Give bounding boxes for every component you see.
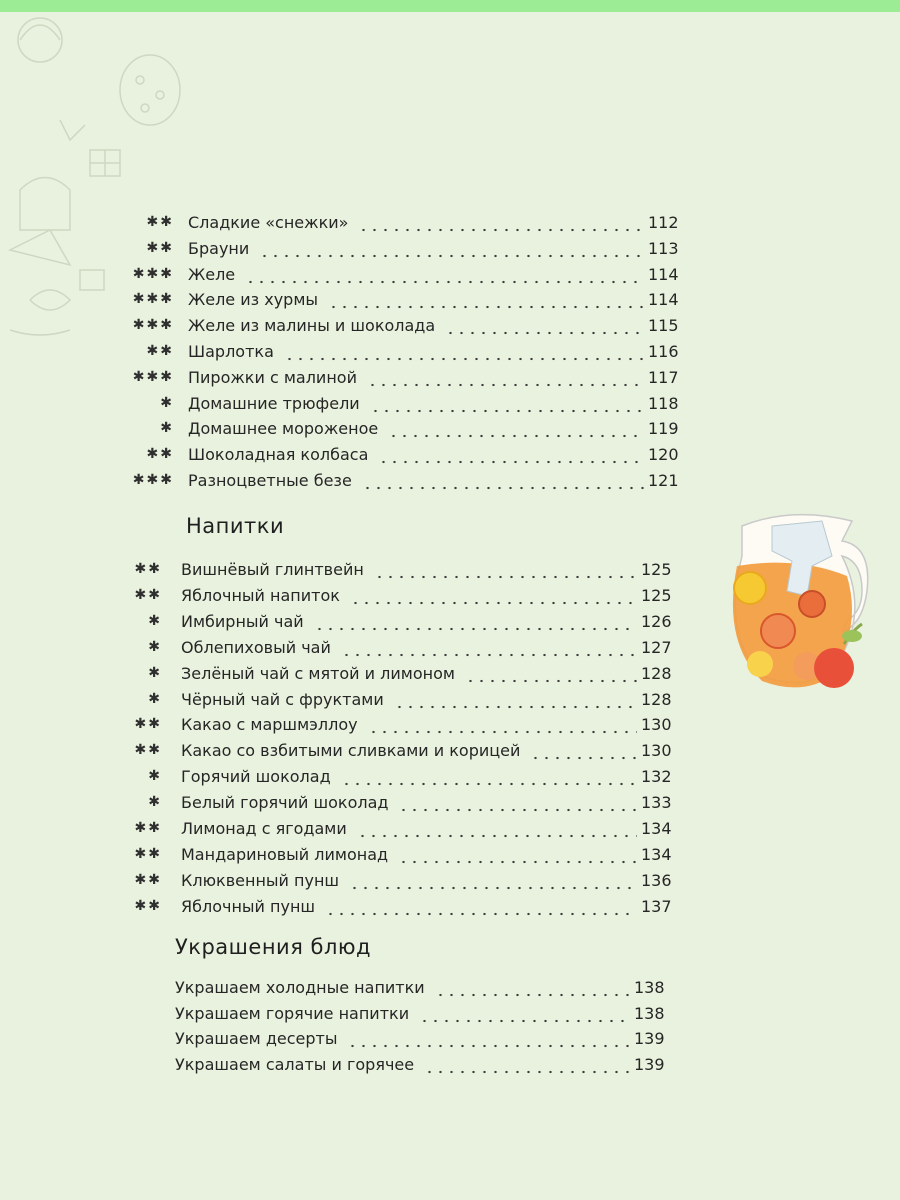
entry-title: Белый горячий шоколад bbox=[181, 793, 389, 813]
dot-leader bbox=[367, 370, 644, 388]
entry-title: Разноцветные безе bbox=[188, 471, 352, 490]
toc-entry bbox=[0, 739, 900, 765]
dot-leader bbox=[435, 980, 630, 998]
difficulty-stars: ✱ bbox=[148, 612, 162, 629]
dot-leader bbox=[325, 899, 637, 917]
entry-title: Лимонад с ягодами bbox=[181, 819, 347, 838]
page-number: 138 bbox=[634, 1003, 665, 1023]
difficulty-stars: ✱✱ bbox=[146, 239, 174, 256]
entry-title: Украшаем горячие напитки bbox=[175, 1003, 410, 1023]
toc-entry bbox=[0, 469, 900, 495]
dot-leader bbox=[370, 396, 644, 414]
page-number: 130 bbox=[641, 715, 672, 735]
dot-leader bbox=[341, 640, 637, 658]
juice-pitcher-illustration bbox=[712, 496, 892, 706]
entry-title: Брауни bbox=[188, 238, 250, 258]
section-heading-drinks: Напитки bbox=[186, 514, 285, 538]
dot-leader bbox=[394, 692, 637, 710]
page-number: 137 bbox=[641, 896, 672, 916]
page-number: 125 bbox=[641, 560, 672, 579]
entry-title: Имбирный чай bbox=[181, 611, 304, 631]
difficulty-stars: ✱✱ bbox=[134, 561, 162, 577]
toc-entry bbox=[0, 713, 900, 739]
page-number: 114 bbox=[648, 290, 679, 310]
dot-leader bbox=[398, 847, 637, 865]
toc-entry bbox=[0, 211, 900, 237]
dot-leader bbox=[368, 717, 637, 735]
entry-title: Желе bbox=[188, 264, 236, 284]
difficulty-stars: ✱ bbox=[148, 794, 162, 811]
difficulty-stars: ✱✱ bbox=[134, 742, 162, 759]
page-number: 128 bbox=[641, 689, 672, 709]
dot-leader bbox=[358, 215, 644, 233]
dot-leader bbox=[350, 588, 637, 606]
page-number: 119 bbox=[648, 419, 679, 439]
entry-title: Какао со взбитыми сливками и корицей bbox=[181, 741, 521, 761]
page-number: 126 bbox=[641, 611, 672, 631]
page-number: 113 bbox=[648, 238, 679, 258]
difficulty-stars: ✱✱✱ bbox=[132, 317, 174, 334]
dot-leader bbox=[378, 447, 644, 465]
page-number: 139 bbox=[634, 1029, 665, 1049]
dot-leader bbox=[245, 267, 644, 285]
page-number: 128 bbox=[641, 663, 672, 683]
entry-title: Украшаем холодные напитки bbox=[175, 978, 425, 997]
page-number: 134 bbox=[641, 819, 672, 838]
difficulty-stars: ✱ bbox=[148, 638, 162, 655]
entry-title: Зелёный чай с мятой и лимоном bbox=[181, 663, 455, 683]
toc-entry bbox=[0, 1027, 900, 1053]
entry-title: Домашние трюфели bbox=[188, 393, 360, 413]
entry-title: Какао с маршмэллоу bbox=[181, 715, 358, 735]
entry-title: Шарлотка bbox=[188, 342, 274, 361]
entry-title: Горячий шоколад bbox=[181, 767, 331, 787]
page-number: 138 bbox=[634, 978, 665, 997]
entry-title: Клюквенный пунш bbox=[181, 870, 340, 890]
entry-title: Украшаем десерты bbox=[175, 1029, 338, 1049]
dot-leader bbox=[349, 873, 637, 891]
toc-entry bbox=[0, 1053, 900, 1079]
toc-entry bbox=[0, 314, 900, 340]
toc-entry bbox=[0, 817, 900, 843]
toc-entry bbox=[0, 895, 900, 921]
dot-leader bbox=[347, 1031, 630, 1049]
entry-title: Яблочный напиток bbox=[181, 585, 340, 605]
difficulty-stars: ✱✱✱ bbox=[132, 472, 174, 488]
difficulty-stars: ✱✱ bbox=[146, 343, 174, 359]
entry-title: Домашнее мороженое bbox=[188, 419, 379, 439]
difficulty-stars: ✱✱ bbox=[134, 845, 162, 862]
page-number: 125 bbox=[641, 585, 672, 605]
entry-title: Сладкие «снежки» bbox=[188, 213, 349, 232]
page-number: 116 bbox=[648, 342, 679, 361]
difficulty-stars: ✱✱ bbox=[146, 446, 174, 463]
dot-leader bbox=[362, 473, 644, 491]
difficulty-stars: ✱ bbox=[160, 420, 174, 437]
page-number: 120 bbox=[648, 445, 679, 465]
entry-title: Вишнёвый глинтвейн bbox=[181, 560, 364, 579]
toc-entry bbox=[0, 765, 900, 791]
entry-title: Мандариновый лимонад bbox=[181, 844, 389, 864]
toc-entry bbox=[0, 392, 900, 418]
dot-leader bbox=[445, 318, 644, 336]
entry-title: Украшаем салаты и горячее bbox=[175, 1055, 415, 1075]
dot-leader bbox=[284, 344, 644, 362]
page-number: 112 bbox=[648, 213, 679, 232]
toc-entry bbox=[0, 443, 900, 469]
difficulty-stars: ✱ bbox=[160, 394, 174, 411]
dot-leader bbox=[388, 421, 644, 439]
page-number: 133 bbox=[641, 793, 672, 813]
toc-entry bbox=[0, 1002, 900, 1028]
page-number: 114 bbox=[648, 264, 679, 284]
toc-entry bbox=[0, 976, 900, 1002]
entry-title: Облепиховый чай bbox=[181, 637, 331, 657]
dot-leader bbox=[419, 1006, 630, 1024]
entry-title: Чёрный чай с фруктами bbox=[181, 689, 384, 709]
difficulty-stars: ✱✱ bbox=[134, 871, 162, 888]
toc-entry bbox=[0, 366, 900, 392]
toc-entry bbox=[0, 869, 900, 895]
toc-entry bbox=[0, 843, 900, 869]
dot-leader bbox=[374, 562, 637, 580]
dot-leader bbox=[314, 614, 637, 632]
dot-leader bbox=[530, 743, 637, 761]
dot-leader bbox=[424, 1057, 630, 1075]
difficulty-stars: ✱✱ bbox=[134, 897, 162, 914]
page-number: 121 bbox=[648, 471, 679, 490]
dot-leader bbox=[357, 821, 637, 839]
page-number: 130 bbox=[641, 741, 672, 761]
difficulty-stars: ✱ bbox=[148, 664, 162, 681]
difficulty-stars: ✱✱ bbox=[146, 214, 174, 230]
toc-entry bbox=[0, 340, 900, 366]
page-number: 115 bbox=[648, 316, 679, 336]
dot-leader bbox=[341, 769, 637, 787]
entry-title: Желе из хурмы bbox=[188, 290, 319, 310]
toc-entry bbox=[0, 288, 900, 314]
entry-title: Шоколадная колбаса bbox=[188, 445, 369, 465]
dot-leader bbox=[259, 241, 644, 259]
entry-title: Пирожки с малиной bbox=[188, 367, 357, 387]
entry-title: Яблочный пунш bbox=[181, 896, 316, 916]
page-number: 132 bbox=[641, 767, 672, 787]
toc-entry bbox=[0, 417, 900, 443]
difficulty-stars: ✱✱ bbox=[134, 586, 162, 603]
page-number: 117 bbox=[648, 367, 679, 387]
section-heading-decoration: Украшения блюд bbox=[175, 935, 372, 959]
page-number: 136 bbox=[641, 870, 672, 890]
difficulty-stars: ✱✱ bbox=[134, 716, 162, 733]
difficulty-stars: ✱ bbox=[148, 768, 162, 785]
page-number: 127 bbox=[641, 637, 672, 657]
dot-leader bbox=[465, 666, 637, 684]
toc-entry bbox=[0, 791, 900, 817]
difficulty-stars: ✱ bbox=[148, 690, 162, 707]
dot-leader bbox=[398, 795, 637, 813]
page-number: 118 bbox=[648, 393, 679, 413]
page-number: 134 bbox=[641, 844, 672, 864]
page-number: 139 bbox=[634, 1055, 665, 1075]
difficulty-stars: ✱✱✱ bbox=[132, 265, 174, 282]
difficulty-stars: ✱✱ bbox=[134, 820, 162, 836]
toc-entry bbox=[0, 237, 900, 263]
difficulty-stars: ✱✱✱ bbox=[132, 368, 174, 385]
difficulty-stars: ✱✱✱ bbox=[132, 291, 174, 308]
dot-leader bbox=[328, 292, 644, 310]
entry-title: Желе из малины и шоколада bbox=[188, 316, 436, 336]
toc-entry bbox=[0, 263, 900, 289]
